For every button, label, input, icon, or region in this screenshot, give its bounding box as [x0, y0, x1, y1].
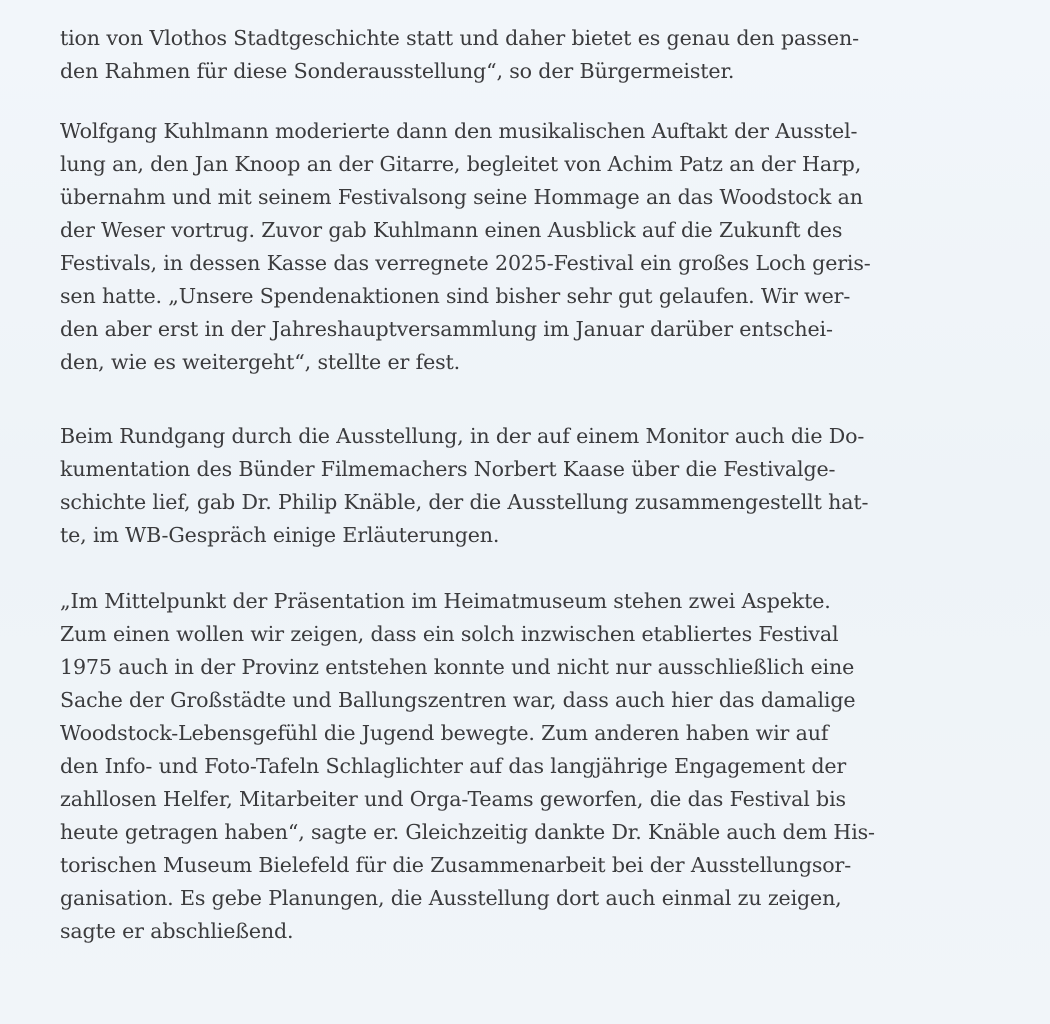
text-line: schichte lief, gab Dr. Philip Knäble, der die Ausstellung zusammengestellt hat- [60, 490, 869, 514]
paragraph-exhibition-tour [60, 420, 868, 552]
text-line: übernahm und mit seinem Festivalsong seine Hommage an das Woodstock an [60, 185, 863, 209]
text-line: tion von Vlothos Stadtgeschichte statt und daher bietet es genau den passen- [60, 26, 859, 50]
text-line: torischen Museum Bielefeld für die Zusammenarbeit bei der Ausstellungsor- [60, 853, 852, 877]
text-line: den, wie es weitergeht“, stellte er fest. [60, 350, 461, 374]
paragraph-musical-opening [60, 115, 871, 379]
text-line: den Rahmen für diese Sonderausstellung“, so der Bürgermeister. [60, 59, 735, 83]
text-line: 1975 auch in der Provinz entstehen konnte und nicht nur ausschließlich eine [60, 655, 855, 679]
text-line: Sache der Großstädte und Ballungszentren war, dass auch hier das damalige [60, 688, 856, 712]
text-line: te, im WB-Gespräch einige Erläuterungen. [60, 523, 500, 547]
text-line: Wolfgang Kuhlmann moderierte dann den musikalischen Auftakt der Ausstel- [60, 119, 858, 143]
text-line: Festivals, in dessen Kasse das verregnete 2025-Festival ein großes Loch geris- [60, 251, 871, 275]
text-line: Beim Rundgang durch die Ausstellung, in der auf einem Monitor auch die Do- [60, 424, 865, 448]
text-line: „Im Mittelpunkt der Präsentation im Heimatmuseum stehen zwei Aspekte. [60, 589, 831, 613]
text-line: kumentation des Bünder Filmemachers Norbert Kaase über die Festivalge- [60, 457, 836, 481]
text-line: heute getragen haben“, sagte er. Gleichzeitig dankte Dr. Knäble auch dem His- [60, 820, 875, 844]
text-line: den Info- und Foto-Tafeln Schlaglichter auf das langjährige Engagement der [60, 754, 847, 778]
text-line: zahllosen Helfer, Mitarbeiter und Orga-Teams geworfen, die das Festival bis [60, 787, 846, 811]
text-line: den aber erst in der Jahreshauptversammlung im Januar darüber entschei- [60, 317, 833, 341]
text-line: ganisation. Es gebe Planungen, die Ausstellung dort auch einmal zu zeigen, [60, 886, 842, 910]
text-line: lung an, den Jan Knoop an der Gitarre, begleitet von Achim Patz an der Harp, [60, 152, 862, 176]
paragraph-closing-quote-mayor [60, 22, 859, 88]
text-line: sagte er abschließend. [60, 919, 294, 943]
paragraph-curator-quote [60, 585, 875, 948]
text-line: der Weser vortrug. Zuvor gab Kuhlmann einen Ausblick auf die Zukunft des [60, 218, 843, 242]
text-line: sen hatte. „Unsere Spendenaktionen sind bisher sehr gut gelaufen. Wir wer- [60, 284, 851, 308]
text-line: Woodstock-Lebensgefühl die Jugend bewegte. Zum anderen haben wir auf [60, 721, 829, 745]
text-line: Zum einen wollen wir zeigen, dass ein solch inzwischen etabliertes Festival [60, 622, 839, 646]
